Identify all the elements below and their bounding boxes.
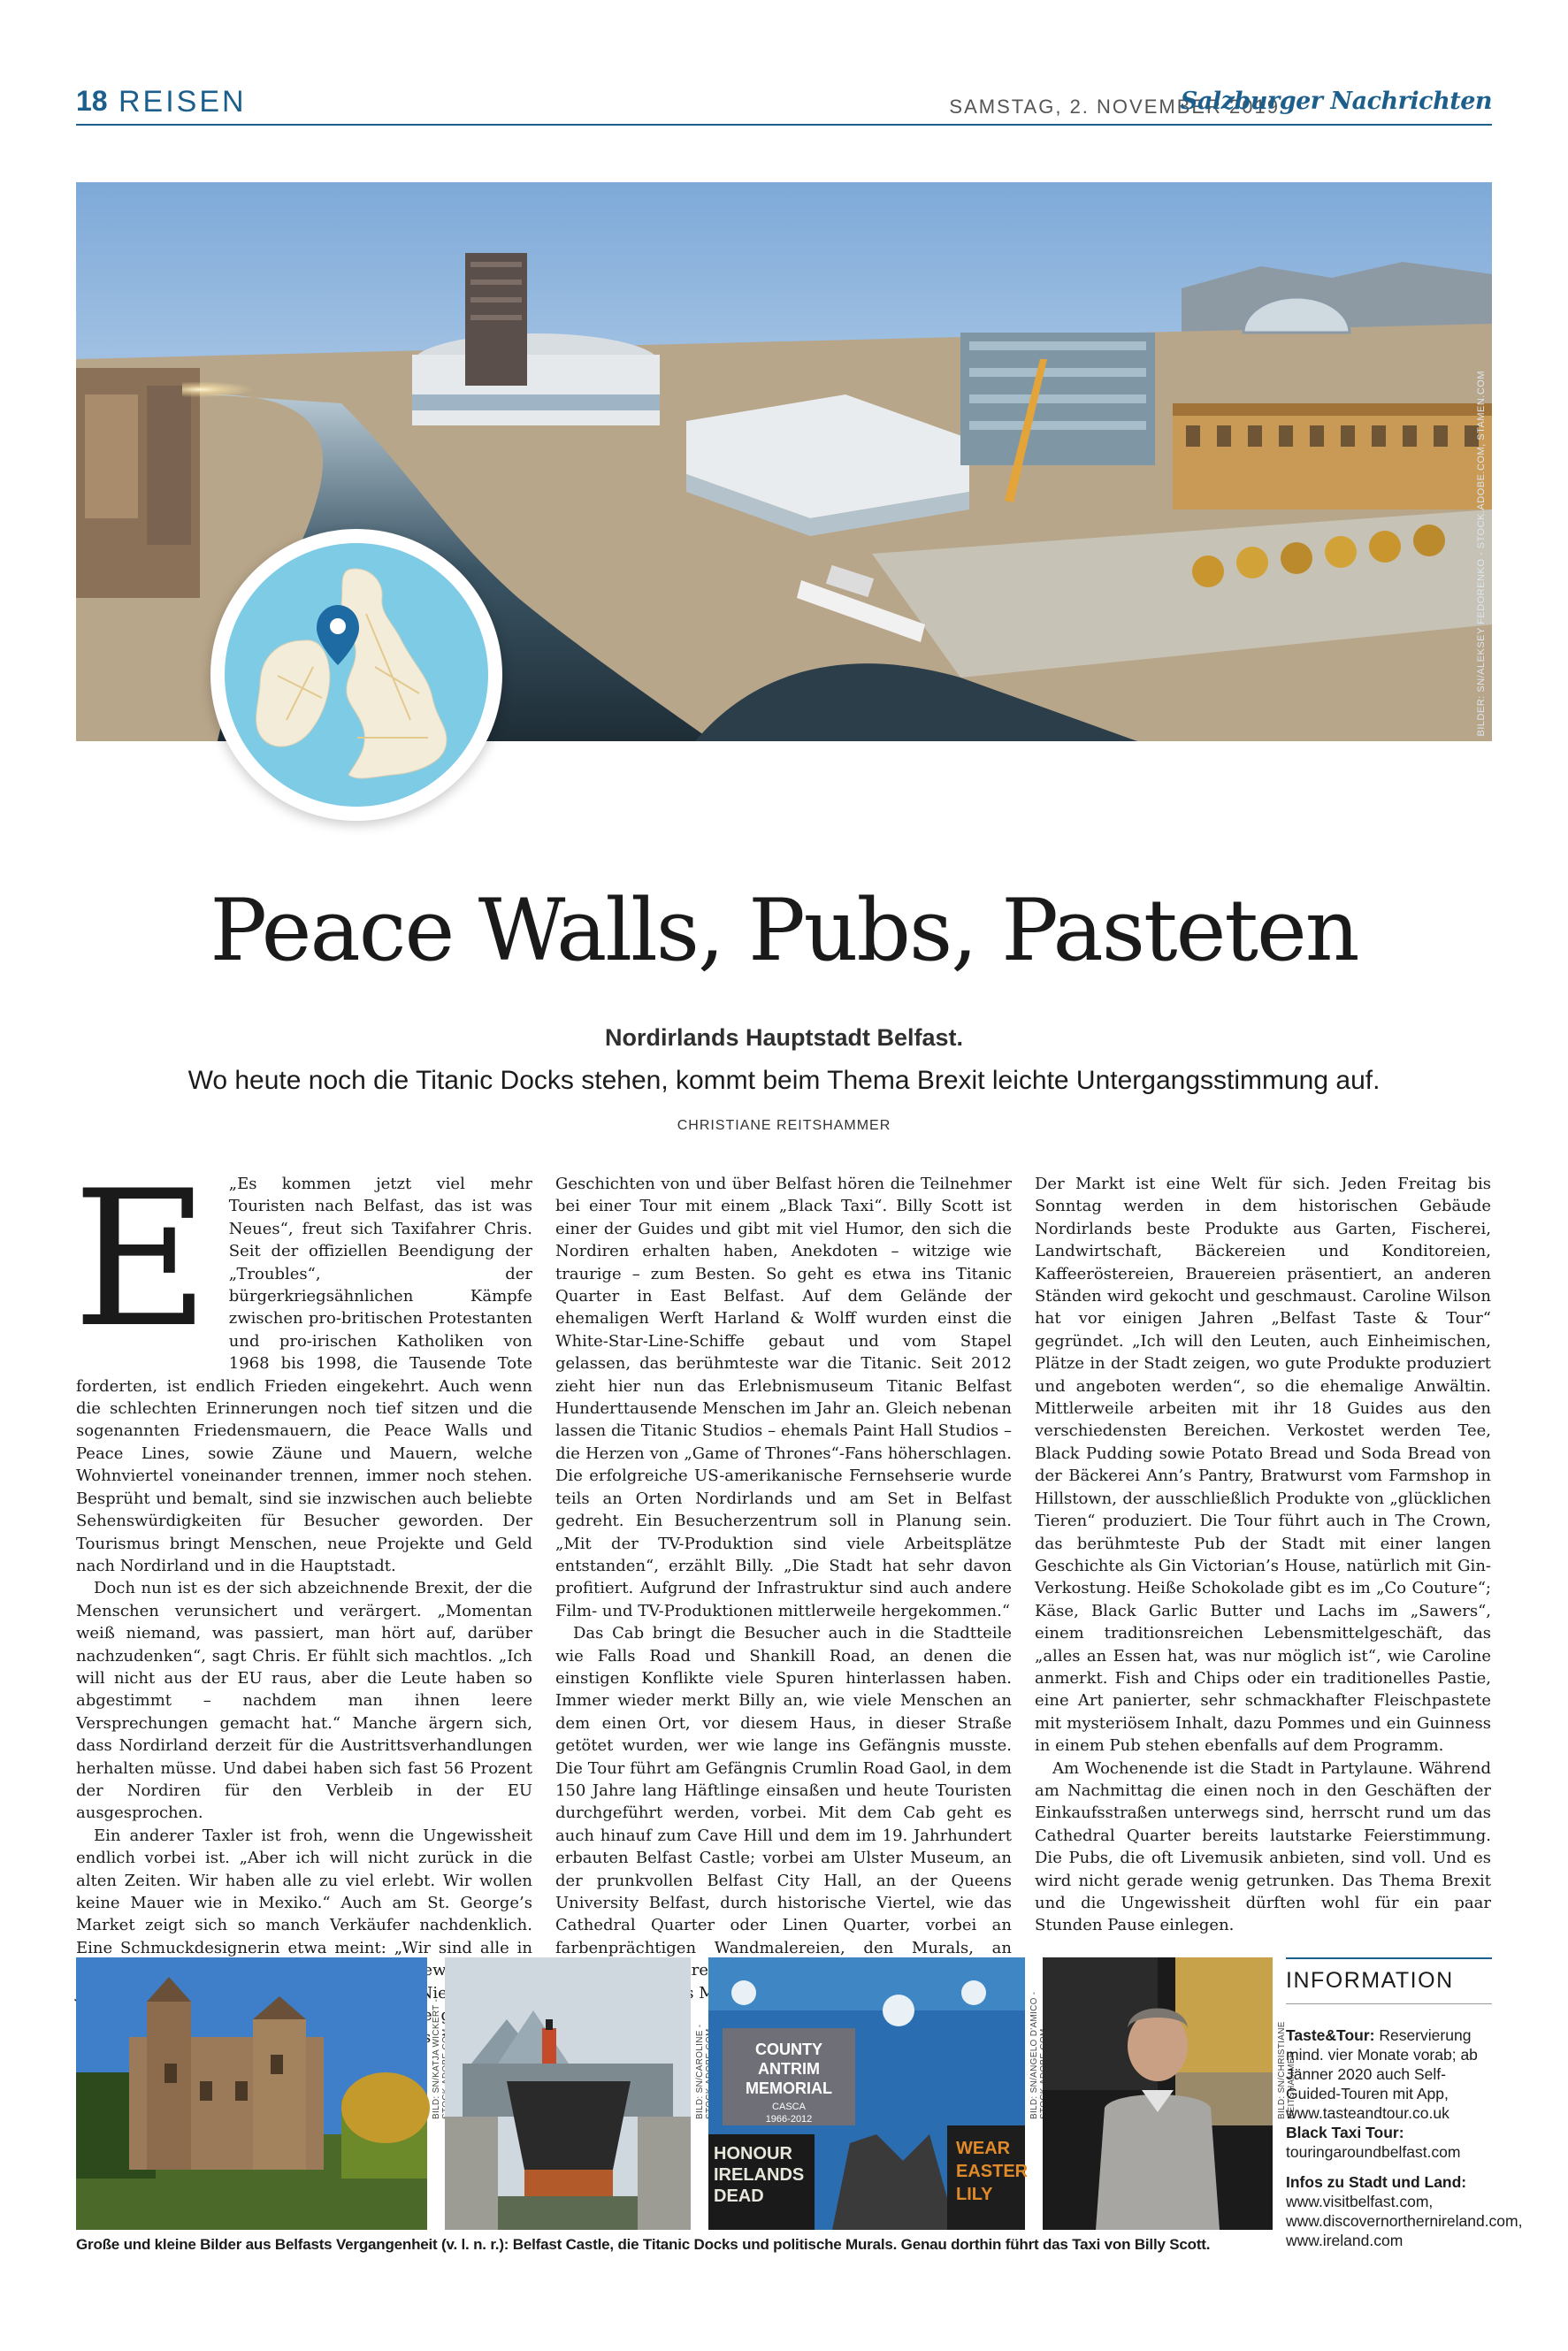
info-box-top-rule — [1286, 1957, 1492, 1959]
article-column-2 — [555, 1173, 1012, 1980]
photo-titanic-docks — [445, 1957, 691, 2230]
drop-cap: E — [73, 1150, 210, 1368]
locator-map — [210, 529, 502, 821]
article-paragraph: Am Wochenende ist die Stadt in Partylaune. Während am Nachmittag die einen noch in den Geschäften der Einkaufsstraßen unterwegs sind, herrscht rund um das Cathedral Quarter bereits lautstarke Feierstimmung. Die Pubs, die oft Livemusik anbieten, sind voll. Und es wird nicht gerade wenig getrunken. Das Thema Brexit und die Ungewissheit dürften wohl für ein paar Stunden Pause einlegen. — [1035, 1758, 1491, 1935]
article-subheadline: Wo heute noch die Titanic Docks stehen, kommt beim Thema Brexit leichte Untergangsstimmung auf. — [187, 1066, 1381, 1095]
header-divider — [76, 124, 1492, 126]
page-number: 18 — [76, 85, 108, 117]
photo-belfast-castle — [76, 1957, 427, 2230]
info-entry-black-taxi — [1286, 2123, 1495, 2162]
article-headline: Peace Walls, Pubs, Pasteten — [210, 881, 1358, 980]
photo-credit: BILD: SN/ANGELO D'AMICO - — [1029, 1991, 1039, 2119]
article-paragraph: „Es kommen jetzt viel mehr Touristen nach Belfast, das ist was Neues“, freut sich Taxifahrer Chris. Seit der offiziellen Beendigung der „Troubles“, der bürgerkriegsähnlichen Kämpfe zwischen pro-britischen Protestanten und pro-irischen Katholiken von 1968 bis 1998, die Tausende Tote forderten, ist endlich Frieden eingekehrt. Auch wenn die schlechten Erinnerungen noch tief sitzen und die sogenannten Friedensmauern, die Peace Walls und Peace Lines, sowie Zäune und Mauern, welche Wohnviertel voneinander trennen, immer noch stehen. Besprüht und bemalt, sind sie inzwischen auch beliebte Sehenswürdigkeiten für Besucher geworden. Der Tourismus bringt Menschen, neue Projekte und Geld nach Nordirland und in die Hauptstadt. — [76, 1175, 532, 1575]
info-label: Taste&Tour: — [1286, 2026, 1375, 2044]
info-box — [1286, 2026, 1523, 2250]
photo-political-mural — [708, 1957, 1029, 2230]
mural-text: COUNTY — [755, 2041, 822, 2058]
info-box-title: INFORMATION — [1286, 1968, 1454, 1993]
issue-date: SAMSTAG, 2. NOVEMBER 2019 — [949, 96, 1280, 118]
article-column-3 — [1035, 1173, 1491, 1935]
article-paragraph: Ein anderer Taxler ist froh, wenn die Ungewissheit endlich vorbei ist. „Aber ich will nicht zurück in die alten Zeiten. Wir haben alle zu viel erlebt. Wir wollen keine Mauer wie in Mexiko.“ Auch am St. George’s Market zeigt sich so manch Verkäufer nachdenklich. Eine Schmuckdesignerin etwa meint: „Wir sind alle in — [76, 1826, 532, 1957]
info-label: Infos zu Stadt und Land: — [1286, 2173, 1467, 2191]
photo-credit: BILD: SN/KATJA WICKERT - — [432, 1998, 441, 2119]
mural-text: DEAD — [714, 2186, 764, 2206]
british-isles-map — [225, 543, 488, 807]
info-box-divider — [1286, 2003, 1492, 2004]
mural-text: 1966-2012 — [765, 2114, 813, 2125]
photo-taxi-driver-billy-scott — [1043, 1957, 1273, 2230]
hero-photo-credit: BILDER: SN/ALEKSEY FEDORENKO - STOCK.ADOBE.COM, STAMEN.COM — [1476, 370, 1487, 736]
section-title: REISEN — [119, 85, 247, 119]
article-paragraph: Das Cab bringt die Besucher auch in die Stadtteile wie Falls Road und Shankill Road, an denen die einstigen Konflikte viele Spuren hinterlassen haben. Immer wieder merkt Billy an, wie viele Menschen an dem einen Ort, vor diesem Haus, in dieser Straße getötet wurden, wer wie lange ins Gefängnis musste. Die Tour führt am Gefängnis Crumlin Road Gaol, in dem 150 Jahre lang Häftlinge einsaßen und heute Touristen durchgeführt werden, vorbei. Mit dem Cab geht es auch hinauf zum Cave Hill und dem im 19. Jahrhundert erbauten Belfast Castle; vorbei am Ulster Museum, an der prunkvollen Belfast City Hall, an der Queens University Belfast, durch historische Viertel, wie das Cathedral Quarter oder Linen Quarter, vorbei an farbenprächtigen Wandmalereien, den Murals, an zahlreichen — [555, 1624, 1012, 1980]
article-kicker: Nordirlands Hauptstadt Belfast. — [604, 1024, 964, 1051]
mural-text: ANTRIM — [758, 2060, 820, 2078]
info-entry-city — [1286, 2172, 1523, 2250]
mural-text: IRELANDS — [714, 2165, 805, 2185]
article-paragraph: Doch nun ist es der sich abzeichnende Brexit, der die Menschen verunsichert und verärgert. „Momentan weiß niemand, was passiert, man hört auf, darüber nachzudenken“, sagt Chris. Er fühlt sich machtlos. „Ich will nicht aus der EU raus, aber die Leute haben so abgestimmt – nachdem man ihnen leere Versprechungen gemacht hat.“ Manche ärgern sich, dass Nordirland derzeit für die Austrittsverhandlungen herhalten müsse. Und dabei haben sich fast 56 Prozent der Nordiren für den Verbleib in der EU ausgesprochen. — [76, 1579, 532, 1823]
photo-caption: Große und kleine Bilder aus Belfasts Vergangenheit (v. l. n. r.): Belfast Castle, die Titanic Docks und politische Murals. Genau dorthin führt das Taxi von Billy Scott. — [76, 2236, 1211, 2253]
article-byline: CHRISTIANE REITSHAMMER — [677, 1118, 891, 1133]
article-column-1 — [73, 1150, 532, 1957]
info-entry-taste-tour — [1286, 2026, 1495, 2123]
info-label: Black Taxi Tour: — [1286, 2124, 1404, 2141]
mural-text: HONOUR — [714, 2144, 792, 2163]
mural-text: WEAR — [956, 2139, 1011, 2158]
mural-text: CASCA — [772, 2102, 806, 2112]
photo-credit: BILD: SN/CHRISTIANE REITSHAMMER — [1277, 2021, 1296, 2119]
mural-text: EASTER — [956, 2162, 1029, 2181]
photo-credit: BILD: SN/CAROLINE - — [695, 2024, 705, 2119]
mural-text: LILY — [956, 2185, 993, 2204]
article-paragraph: Der Markt ist eine Welt für sich. Jeden Freitag bis Sonntag werden in dem historischen Gebäude Nordirlands beste Produkte aus Garten, Fischerei, Landwirtschaft, Bäckereien und Konditoreien, Kaffeeröstereien, Brauereien präsentiert, an anderen Ständen wird gekocht und geschmaust. Caroline Wilson hat vor einigen Jahren „Belfast Taste & Tour“ gegründet. „Ich will den Leuten, auch Einheimischen, Plätze in der Stadt zeigen, wo gute Produkte produziert und angeboten werden“, so die ehemalige Anwältin. Mittlerweile arbeiten mit ihr 18 Guides aus den verschiedensten Bereichen. Verkostet werden Tee, Black Pudding sowie Potato Bread und Soda Bread von der Bäckerei Ann’s Pantry, Bratwurst vom Farmshop in Hillstown, der ausschließlich Produkte von „glücklichen Tieren“ produziert. Die Tour führt auch in The Crown, das berühmteste Pub der Stadt mit einer langen Geschichte als Gin Victorian’s House, natürlich mit Gin-Verkostung. Heiße Schokolade gibt es im „Co Couture“; Käse, Black Garlic Butter und Lachs im „Sawers“, einem traditionsreichen Lebensmittelgeschäft, das „alles an Essen hat, was nur möglich ist“, wie Caroline anmerkt. Fish and Chips oder ein traditionelles Pastie, eine Art panierter, sehr schmackhafter Fleischpastete mit mysteriösem Inhalt, dazu Pommes und ein Guinness in einem Pub stehen ebenfalls auf dem Programm. — [1035, 1175, 1491, 1756]
info-text: Reservierung mind. vier Monate vorab; ab Jänner 2020 auch Self-Guided-Touren mit App, www.tasteandtour.co.uk — [1286, 2026, 1478, 2122]
article-paragraph: Geschichten von und über Belfast hören die Teilnehmer bei einer Tour mit einem „Black Taxi“. Billy Scott ist einer der Guides und gibt mit viel Humor, den sich die Nordiren erhalten haben, Anekdoten – witzige wie traurige – zum Besten. So geht es etwa ins Titanic Quarter in East Belfast. Auf dem Gelände der ehemaligen Werft Harland & Wolff wurden einst die White-Star-Line-Schiffe gebaut und vom Stapel gelassen, das berühmteste war die Titanic. Seit 2012 zieht hier nun das Erlebnismuseum Titanic Belfast Hunderttausende Menschen im Jahr an. Gleich nebenan lassen die Titanic Studios – ehemals Paint Hall Studios – die Herzen von „Game of Thrones“-Fans höherschlagen. Die erfolgreiche US-amerikanische Fernsehserie wurde teils an Orten Nordirlands und am Set in Belfast gedreht. Ein Besucherzentrum soll in Planung sein. „Mit der TV-Produktion sind viele Arbeitsplätze entstanden“, erzählt Billy. „Die Stadt hat sehr davon profitiert. Aufgrund der Infrastruktur sind auch andere Film- und TV-Produktionen mittlerweile hergekommen.“ — [555, 1175, 1012, 1620]
newspaper-logo: Salzburger Nachrichten — [1180, 88, 1492, 115]
info-text: touringaroundbelfast.com — [1286, 2143, 1461, 2161]
mural-text: MEMORIAL — [746, 2079, 832, 2097]
info-text: www.visitbelfast.com, www.discovernorthernireland.com, www.ireland.com — [1286, 2193, 1523, 2249]
